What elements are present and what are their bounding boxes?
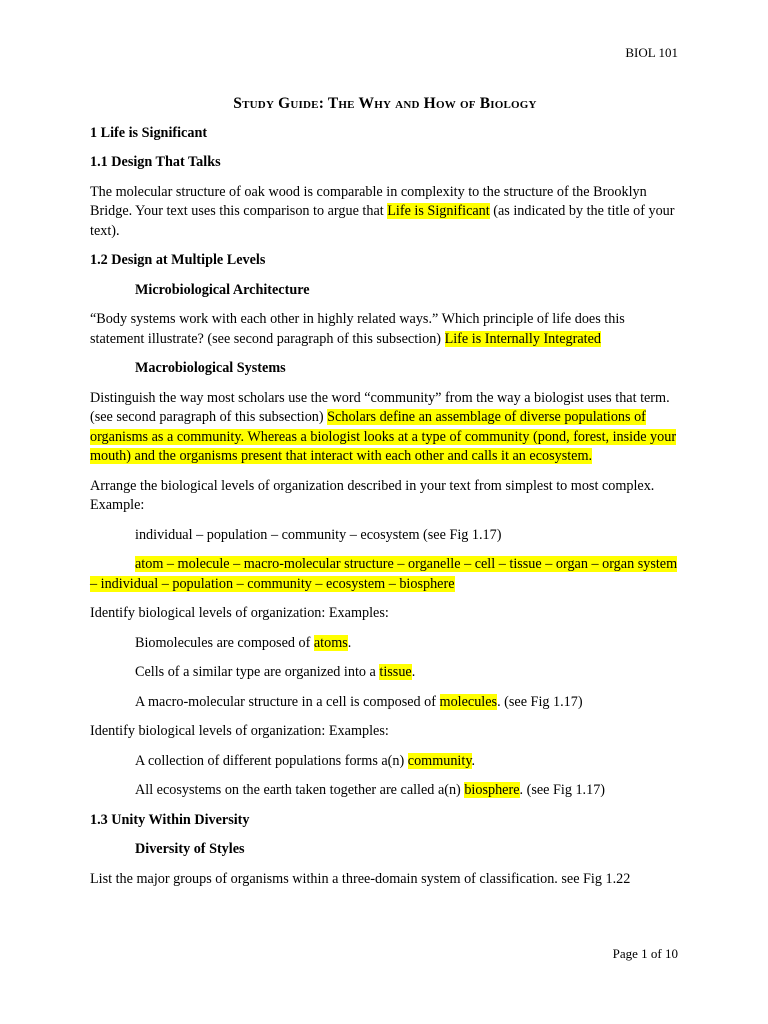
text-run: A macro-molecular structure in a cell is composed of (135, 693, 440, 710)
levels-answer (90, 555, 680, 594)
highlighted-answer: biosphere (464, 782, 520, 798)
paragraph-design-that-talks (90, 183, 680, 242)
example-tissue (135, 663, 680, 683)
highlighted-answer: tissue (379, 664, 412, 680)
text-run: Distinguish the way most scholars use the word “community” from the way a biologist uses that term. (see second paragraph of this subsection) (90, 389, 670, 425)
question-three-domain: List the major groups of organisms within a three-domain system of classification. see Fig 1.22 (90, 870, 631, 887)
subheading-macrobiological: Macrobiological Systems (135, 360, 286, 376)
document-body (90, 94, 680, 899)
highlighted-answer: atom – molecule – macro-molecular structure – organelle – cell – tissue – organ – organ system – individual – population – community – ecosystem – biosphere (90, 556, 678, 592)
text-run: Cells of a similar type are organized into a (135, 664, 380, 680)
text-run: A collection of different populations forms a(n) (135, 752, 408, 769)
highlighted-answer: community (407, 752, 472, 769)
text-run: . (411, 664, 416, 680)
highlighted-answer: Life is Significant (387, 203, 490, 219)
highlighted-answer: molecules (439, 693, 498, 710)
highlighted-answer: Life is Internally Integrated (444, 330, 601, 347)
text-run: The molecular structure of oak wood is comparable in complexity to the structure of the Brooklyn Bridge. Your text uses this comparison to argue that (90, 183, 647, 219)
question-levels: Arrange the biological levels of organization described in your text from simplest to most complex. Example: (90, 477, 655, 513)
example-biosphere (135, 781, 680, 801)
subheading-microbiological: Microbiological Architecture (135, 281, 310, 298)
question-identify-1: Identify biological levels of organization: Examples: (90, 605, 389, 621)
example-atoms (135, 634, 680, 654)
text-run: . (see Fig 1.17) (497, 693, 583, 710)
section-heading-1-1: 1.1 Design That Talks (90, 154, 221, 170)
text-run: . (471, 752, 476, 769)
highlighted-answer: Scholars define an assemblage of diverse populations of organisms as a community. Whereas a biologist looks at a type of community (pond, forest, inside your mouth) and the organisms present that interact with each other and calls it an ecosystem. (90, 409, 677, 464)
text-run: . (347, 634, 352, 651)
text-run: All ecosystems on the earth taken together are called a(n) (135, 782, 465, 798)
example-molecules (135, 693, 680, 713)
section-heading-1-2: 1.2 Design at Multiple Levels (90, 252, 266, 268)
course-code: BIOL 101 (625, 45, 678, 60)
section-heading-1-3: 1.3 Unity Within Diversity (90, 811, 250, 828)
question-community (90, 389, 680, 467)
text-run: Biomolecules are composed of (135, 634, 314, 651)
question-body-systems (90, 310, 680, 349)
highlighted-answer: atoms (313, 634, 348, 651)
example-community (135, 752, 680, 772)
text-run: . (see Fig 1.17) (519, 782, 606, 798)
levels-example: individual – population – community – ecosystem (see Fig 1.17) (135, 526, 502, 543)
section-heading-1: 1 Life is Significant (90, 124, 208, 141)
page-title: Study Guide: The Why and How of Biology (233, 95, 537, 112)
text-run: (as indicated by the title of your text). (90, 203, 675, 239)
text-run: “Body systems work with each other in highly related ways.” Which principle of life does this statement illustrate? (see second paragraph of this subsection) (90, 311, 625, 347)
question-identify-2: Identify biological levels of organization: Examples: (90, 723, 389, 739)
subheading-diversity: Diversity of Styles (135, 841, 245, 857)
page-number: Page 1 of 10 (612, 946, 678, 961)
